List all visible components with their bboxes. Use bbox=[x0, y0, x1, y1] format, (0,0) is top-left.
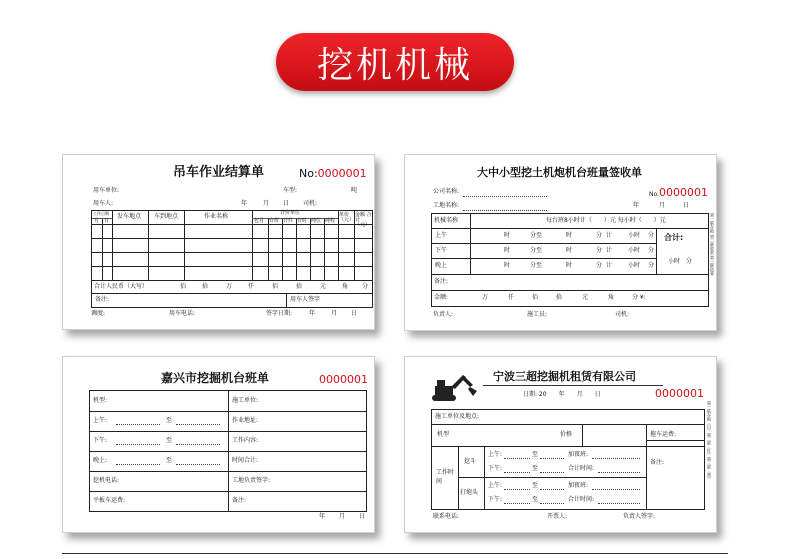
txt-hour: 时 bbox=[566, 232, 573, 239]
rental-table[interactable] bbox=[431, 409, 705, 510]
label-total: 合计: bbox=[664, 233, 684, 242]
txt-to: 分至 bbox=[530, 262, 543, 269]
label-model: 机型: bbox=[93, 397, 108, 404]
col-tonnage: 吨位 bbox=[311, 218, 322, 224]
label-contact-phone: 联系电话: bbox=[433, 513, 460, 520]
col-ton-distance: 吨程 bbox=[325, 218, 336, 224]
label-note: 备注: bbox=[95, 296, 110, 303]
unit-jiao: 角 bbox=[608, 294, 615, 301]
label-work-address: 作业地址: bbox=[232, 417, 259, 424]
label-machine-name: 机械名称 bbox=[434, 217, 459, 224]
label-trailer-fee: 拖车运费: bbox=[650, 431, 677, 438]
col-amount: 金额 合计（元） bbox=[355, 212, 372, 228]
label-phone: 用车电话: bbox=[169, 310, 196, 317]
excavator-icon bbox=[429, 371, 479, 403]
txt-to: 至 bbox=[166, 417, 173, 424]
col-day: 日 bbox=[104, 218, 110, 224]
label-sign-date: 签字日期: bbox=[266, 310, 293, 317]
col-piece: 计件 bbox=[283, 218, 294, 224]
unit-shi2: 拾 bbox=[296, 283, 303, 290]
col-arrive-place: 车到地点 bbox=[154, 213, 179, 220]
unit-bai: 佰 bbox=[532, 294, 539, 301]
label-day-2: 日 bbox=[351, 310, 358, 317]
label-remark: 备注: bbox=[434, 278, 449, 285]
label-month-2: 月 bbox=[331, 310, 338, 317]
txt-overtime: 加夜班: bbox=[568, 451, 589, 458]
unit-shi: 拾 bbox=[556, 294, 563, 301]
txt-min: 分 bbox=[596, 262, 603, 269]
form-number: No:0000001 bbox=[299, 167, 367, 180]
col-shift: 台班 bbox=[269, 218, 280, 224]
txt-pm: 下午: bbox=[488, 465, 503, 472]
form-title: 嘉兴市挖掘机台班单 bbox=[161, 371, 270, 385]
copy-note-vertical: 第一联存根（白）第二联（红）第三联（黄） bbox=[707, 401, 712, 481]
label-ton: 吨 bbox=[351, 187, 358, 194]
form-number: 0000001 bbox=[319, 373, 368, 386]
txt-hour: 时 bbox=[566, 262, 573, 269]
txt-overtime: 加夜班: bbox=[568, 482, 589, 489]
txt-to: 至 bbox=[532, 482, 539, 489]
col-monthly: 包月 bbox=[254, 218, 265, 224]
label-month: 月 bbox=[263, 200, 270, 207]
txt-to: 至 bbox=[532, 451, 539, 458]
label-day: 日 bbox=[683, 202, 690, 209]
label-driver: 司机: bbox=[303, 200, 318, 207]
label-site: 施工单位及地点: bbox=[435, 413, 480, 420]
label-person: 用车人: bbox=[93, 200, 114, 207]
label-remark: 备注: bbox=[232, 497, 247, 504]
col-work-date: 工作日期 bbox=[93, 211, 109, 216]
txt-min: 分 bbox=[648, 232, 655, 239]
label-dispatch: 调度: bbox=[91, 310, 106, 317]
txt-calc: 计 bbox=[606, 232, 613, 239]
txt-hour: 时 bbox=[566, 247, 573, 254]
label-total-time: 时间合计: bbox=[232, 457, 259, 464]
txt-hours: 小时 bbox=[628, 247, 641, 254]
unit-jiao: 角 bbox=[342, 283, 349, 290]
label-person-in-charge-sign: 负责人签字: bbox=[623, 513, 656, 520]
label-date: 日期: 20 年 月 日 bbox=[523, 391, 601, 398]
label-construction-unit: 施工单位: bbox=[232, 397, 259, 404]
txt-am: 上午: bbox=[488, 482, 503, 489]
label-day: 日 bbox=[283, 200, 290, 207]
label-remark: 备注: bbox=[650, 459, 665, 466]
txt-hour: 时 bbox=[504, 247, 511, 254]
unit-bai2: 佰 bbox=[272, 283, 279, 290]
label-work-time: 工作时间 bbox=[436, 469, 455, 485]
col-task-name: 作业名称 bbox=[204, 213, 229, 220]
label-year: 年 bbox=[633, 202, 640, 209]
form-card-crane-settlement[interactable] bbox=[62, 154, 375, 330]
row-afternoon: 下午 bbox=[435, 247, 448, 254]
copy-note-vertical: 第一联存根 第二联收款 第三联结算 bbox=[710, 213, 715, 276]
txt-min: 分 bbox=[648, 247, 655, 254]
unit-wan: 万 bbox=[226, 283, 233, 290]
unit-fen: 分 ¥: bbox=[632, 294, 646, 301]
label-issuer: 开票人: bbox=[547, 513, 568, 520]
label-evening: 晚上: bbox=[93, 457, 108, 464]
unit-yuan: 元 bbox=[320, 283, 327, 290]
label-year: 年 bbox=[319, 513, 326, 520]
txt-to: 分至 bbox=[530, 247, 543, 254]
txt-total-time: 合计时间: bbox=[568, 465, 595, 472]
row-evening: 晚上 bbox=[435, 262, 448, 269]
unit-yuan: 元 bbox=[582, 294, 589, 301]
txt-to: 至 bbox=[532, 496, 539, 503]
label-month: 月 bbox=[339, 513, 346, 520]
txt-hour: 时 bbox=[504, 262, 511, 269]
company-title: 宁波三超挖掘机租赁有限公司 bbox=[493, 370, 636, 383]
label-company: 公司名称: bbox=[433, 188, 460, 195]
txt-total-time: 合计时间: bbox=[568, 496, 595, 503]
label-unit: 用车单位: bbox=[93, 187, 120, 194]
txt-to: 至 bbox=[166, 437, 173, 444]
unit-qian: 仟 bbox=[248, 283, 255, 290]
label-user-sign: 用车人签字 bbox=[290, 296, 321, 303]
form-card-excavator-signoff[interactable] bbox=[404, 154, 717, 331]
txt-calc: 计 bbox=[606, 262, 613, 269]
txt-to: 至 bbox=[166, 457, 173, 464]
label-driver: 司机: bbox=[615, 311, 630, 318]
txt-hours: 小时 bbox=[628, 232, 641, 239]
label-total-rmb: 合计人民币（大写） bbox=[94, 283, 149, 290]
signoff-table[interactable] bbox=[431, 213, 709, 307]
label-shift-rate: 每台班8小时计（ ）元 每小时（ ）元 bbox=[546, 217, 666, 224]
label-breaker: 打炮头 bbox=[460, 489, 479, 496]
label-morning: 上午: bbox=[93, 417, 108, 424]
txt-min: 分 bbox=[596, 247, 603, 254]
col-month: 月 bbox=[94, 218, 100, 224]
label-person-in-charge: 负责人: bbox=[433, 311, 454, 318]
label-model: 机型 bbox=[437, 431, 450, 438]
label-site-signature: 工地负责签字: bbox=[232, 477, 271, 484]
form-card-jiaxing-shift[interactable] bbox=[62, 356, 375, 533]
unit-qian: 仟 bbox=[508, 294, 515, 301]
settlement-table[interactable] bbox=[91, 210, 373, 308]
txt-hours: 小时 bbox=[628, 262, 641, 269]
unit-fen: 分 bbox=[362, 283, 369, 290]
txt-min: 分 bbox=[648, 262, 655, 269]
label-trailer-fee: 平板车运费: bbox=[93, 497, 126, 504]
col-unit-price: 单价（元） bbox=[339, 212, 355, 223]
label-month: 月 bbox=[659, 202, 666, 209]
txt-to: 分至 bbox=[530, 232, 543, 239]
form-number: 0000001 bbox=[655, 387, 704, 400]
label-work-content: 工作内容: bbox=[232, 437, 259, 444]
form-number: No.0000001 bbox=[649, 186, 708, 199]
title-banner bbox=[276, 33, 514, 91]
txt-to: 至 bbox=[532, 465, 539, 472]
col-start-place: 发车地点 bbox=[117, 213, 142, 220]
txt-am: 上午: bbox=[488, 451, 503, 458]
unit-bai: 佰 bbox=[180, 283, 187, 290]
label-total-hours: 小时 分 bbox=[668, 258, 693, 265]
label-amount: 金额: bbox=[434, 294, 449, 301]
col-price-unit: 计价单位 bbox=[280, 210, 301, 216]
txt-calc: 计 bbox=[606, 247, 613, 254]
label-price: 价格 bbox=[560, 431, 573, 438]
label-year-2: 年 bbox=[309, 310, 316, 317]
txt-min: 分 bbox=[596, 232, 603, 239]
next-section-divider bbox=[62, 553, 728, 554]
txt-hour: 时 bbox=[504, 232, 511, 239]
unit-wan: 万 bbox=[482, 294, 489, 301]
row-morning: 上午 bbox=[435, 232, 448, 239]
form-card-ningbo-rental[interactable] bbox=[404, 356, 717, 533]
label-day: 日 bbox=[359, 513, 366, 520]
label-model: 车型: bbox=[283, 187, 298, 194]
col-hours: 台时 bbox=[297, 218, 308, 224]
label-site: 工地名称: bbox=[433, 202, 460, 209]
shift-table[interactable] bbox=[89, 390, 367, 512]
label-excavator-phone: 挖机电话: bbox=[93, 477, 120, 484]
label-year: 年 bbox=[241, 200, 248, 207]
label-bucket: 挖斗 bbox=[464, 458, 477, 465]
form-title: 吊车作业结算单 bbox=[173, 165, 265, 180]
form-title: 大中小型挖土机炮机台班量签收单 bbox=[477, 166, 642, 179]
unit-shi: 拾 bbox=[202, 283, 209, 290]
banner-title: 挖机机械 bbox=[316, 44, 473, 86]
txt-pm: 下午: bbox=[488, 496, 503, 503]
label-construction-worker: 施工员: bbox=[527, 311, 548, 318]
label-afternoon: 下午: bbox=[93, 437, 108, 444]
